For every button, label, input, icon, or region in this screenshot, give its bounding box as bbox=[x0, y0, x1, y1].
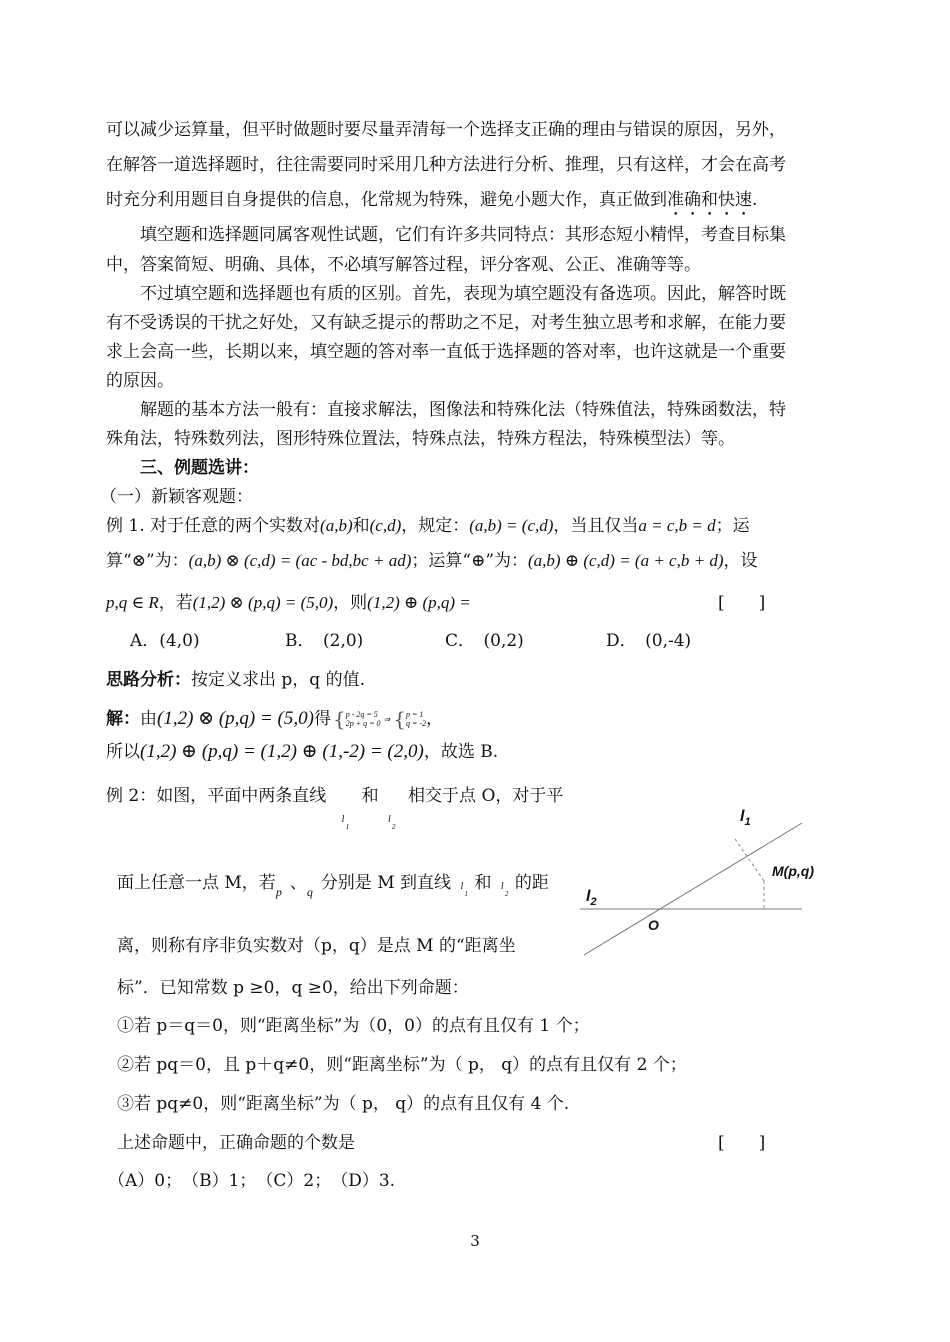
figure-label-l2 bbox=[586, 888, 597, 908]
solution-label: 解： bbox=[106, 709, 140, 729]
intro-line-2: 在解答一道选择题时，往往需要同时采用几种方法进行分析、推理，只有这样，才会在高考 bbox=[106, 155, 786, 175]
subscript-2: 2 bbox=[590, 896, 597, 909]
text: ，故选 B. bbox=[423, 742, 499, 762]
para2-line-4: 的原因。 bbox=[106, 371, 174, 391]
text: ，则 bbox=[333, 593, 368, 613]
distance-coordinate-figure bbox=[580, 805, 820, 965]
text: ；运算“ bbox=[411, 551, 472, 571]
line-l2-symbol bbox=[497, 868, 515, 898]
text: 和 bbox=[474, 873, 492, 893]
pair-ab: (a,b) bbox=[320, 516, 353, 535]
system-eq-2: 2p + q = 0 bbox=[345, 719, 381, 728]
analysis-line bbox=[106, 668, 365, 692]
p-variable: p bbox=[275, 885, 282, 899]
system-eq-1: p - 2q = 5 bbox=[345, 710, 378, 719]
text: 面上任意一点 M，若 bbox=[117, 873, 276, 893]
q-variable: q bbox=[306, 885, 313, 899]
option-c: C． (0,2) bbox=[445, 631, 524, 651]
solution-line-2 bbox=[106, 740, 498, 764]
text: 相交于点 O，对于平 bbox=[408, 786, 564, 806]
iff-word: ，当且仅当 bbox=[553, 516, 639, 536]
text: 所以 bbox=[106, 742, 140, 762]
subscript-1: 1 bbox=[744, 816, 751, 829]
implies-arrow: ⇒ bbox=[383, 714, 391, 724]
option-d: D． (0,-4) bbox=[606, 631, 692, 651]
para1-line-2: 中，答案简短、明确、具体，不必填写解答过程，评分客观、公正、准确等等。 bbox=[106, 255, 701, 275]
figure-label-m: M(p,q) bbox=[772, 863, 814, 879]
text: 得 bbox=[313, 709, 331, 729]
l-letter: l bbox=[460, 881, 464, 892]
subscript-1: 1 bbox=[464, 890, 468, 898]
left-brace: { bbox=[393, 707, 406, 731]
and-word: 和 bbox=[352, 516, 370, 536]
result-p: p = 1 bbox=[405, 710, 424, 719]
perpendicular-to-l1 bbox=[735, 839, 764, 881]
text: 由 bbox=[140, 709, 157, 729]
equality-condition: a = c,b = d bbox=[638, 516, 716, 535]
proposition-2: ②若 pq＝0，且 p＋q≠0，则“距离坐标”为（ p， q）的点有且仅有 2 个； bbox=[117, 1055, 687, 1075]
proposition-3: ③若 pq≠0，则“距离坐标”为（ p， q）的点有且仅有 4 个. bbox=[117, 1094, 570, 1114]
l-letter: l bbox=[341, 814, 345, 825]
text: 和 bbox=[361, 786, 379, 806]
section-title: 三、例题选讲： bbox=[140, 458, 259, 478]
proposition-1: ①若 p＝q＝0，则“距离坐标”为（0，0）的点有且仅有 1 个； bbox=[117, 1016, 590, 1036]
text: ，若 bbox=[158, 593, 193, 613]
text: ”为： bbox=[145, 551, 189, 571]
intro-line-1: 可以减少运算量，但平时做题时要尽量弄清每一个选择支正确的理由与错误的原因，另外， bbox=[106, 120, 786, 140]
pair-cd: (c,d) bbox=[369, 516, 402, 535]
rule-word: ，规定： bbox=[401, 516, 470, 536]
equality-def: (a,b) = (c,d) bbox=[469, 516, 554, 535]
page-number: 3 bbox=[470, 1232, 480, 1250]
para2-line-1: 不过填空题和选择题也有质的区别。首先，表现为填空题没有备选项。因此，解答时既 bbox=[140, 284, 786, 304]
text: 、 bbox=[289, 873, 307, 893]
example2-line-1 bbox=[106, 784, 564, 831]
result-lines bbox=[406, 710, 426, 728]
intro-text: 时充分利用题目自身提供的信息，化常规为特殊，避免小题大作，真正做到 bbox=[106, 190, 667, 210]
para3-line-1: 解题的基本方法一般有：直接求解法，图像法和特殊化法（特殊值法，特殊函数法，特 bbox=[140, 400, 786, 420]
subsection-title: （一）新颖客观题： bbox=[100, 487, 253, 507]
line-l1 bbox=[584, 823, 802, 955]
l-letter: l bbox=[500, 881, 504, 892]
solution-equation: (1,2) ⊗ (p,q) = (5,0) bbox=[157, 708, 314, 729]
l-letter: l bbox=[388, 814, 391, 825]
para2-line-3: 求上会高一些，长期以来，填空题的答对率一直低于选择题的答对率，也许这就是一个重要 bbox=[106, 342, 786, 362]
example2-line-2 bbox=[117, 868, 549, 899]
given-equation: (1,2) ⊗ (p,q) = (5,0) bbox=[192, 593, 334, 612]
left-brace: { bbox=[332, 707, 346, 731]
solution-line-1 bbox=[106, 707, 443, 731]
subscript-1: 1 bbox=[345, 823, 350, 831]
example2-line-4: 标”．已知常数 p ≥0，q ≥0，给出下列命题： bbox=[117, 978, 469, 998]
system-lines bbox=[346, 710, 381, 728]
line-l1-symbol bbox=[456, 868, 474, 898]
answer-bracket-1: [ ] bbox=[718, 593, 766, 613]
text: ， bbox=[426, 709, 443, 729]
otimes-symbol: ⊗ bbox=[131, 551, 146, 570]
analysis-text: 按定义求出 p，q 的值. bbox=[191, 670, 365, 690]
figure-label-o: O bbox=[648, 917, 659, 933]
para1-line-1: 填空题和选择题同属客观性试题，它们有许多共同特点：其形态短小精悍，考查目标集 bbox=[140, 225, 786, 245]
para3-line-2: 殊角法，特殊数列法，图形特殊位置法，特殊点法，特殊方程法，特殊模型法）等。 bbox=[106, 429, 735, 449]
text: ，设 bbox=[723, 551, 758, 571]
subscript-2: 2 bbox=[392, 823, 396, 831]
text: 算“ bbox=[106, 551, 132, 571]
example1-line-2 bbox=[106, 549, 757, 573]
question-line: 上述命题中，正确命题的个数是 bbox=[117, 1133, 355, 1153]
text: 的距 bbox=[514, 873, 549, 893]
text: 分别是 M 到直线 bbox=[320, 873, 452, 893]
oplus-symbol: ⊕ bbox=[471, 551, 486, 570]
solution-result-equation: (1,2) ⊕ (p,q) = (1,2) ⊕ (1,-2) = (2,0) bbox=[140, 741, 424, 762]
text: 例 2：如图，平面中两条直线 bbox=[106, 786, 327, 806]
option-b: B． (2,0) bbox=[285, 631, 364, 651]
text: ”为： bbox=[485, 551, 529, 571]
line-end: ；运 bbox=[715, 516, 750, 536]
example1-line-3 bbox=[106, 591, 471, 615]
para2-line-2: 有不受诱误的干扰之好处，又有缺乏提示的帮助之不足，对考生独立思考和求解，在能力要 bbox=[106, 313, 786, 333]
multiplication-def: (a,b) ⊗ (c,d) = (ac - bd,bc + ad) bbox=[188, 551, 412, 570]
addition-def: (a,b) ⊕ (c,d) = (a + c,b + d) bbox=[528, 551, 724, 570]
l-letter: l bbox=[740, 808, 745, 825]
answer-bracket-2: [ ] bbox=[718, 1133, 766, 1153]
l-letter: l bbox=[586, 888, 591, 905]
example1-line-1 bbox=[106, 514, 750, 538]
equation-system bbox=[333, 709, 426, 729]
example1-intro: 例 1. 对于任意的两个实数对 bbox=[106, 516, 321, 536]
option-a: A．(4,0) bbox=[130, 631, 200, 651]
subscript-2: 2 bbox=[504, 890, 509, 898]
choices-line: （A）0； （B）1； （C）2； （D）3. bbox=[108, 1171, 396, 1191]
intro-period: . bbox=[752, 190, 758, 210]
pq-domain: p,q ∈ R bbox=[106, 593, 159, 612]
asked-expression: (1,2) ⊕ (p,q) = bbox=[367, 593, 471, 612]
example2-line-3: 离，则称有序非负实数对（p，q）是点 M 的“距离坐 bbox=[117, 936, 516, 956]
intro-line-3 bbox=[106, 188, 757, 220]
result-q: q = -2 bbox=[405, 719, 426, 728]
emphasis-text: 准确和快速 bbox=[667, 190, 752, 210]
analysis-label: 思路分析： bbox=[106, 670, 191, 690]
figure-label-l1 bbox=[740, 808, 751, 828]
